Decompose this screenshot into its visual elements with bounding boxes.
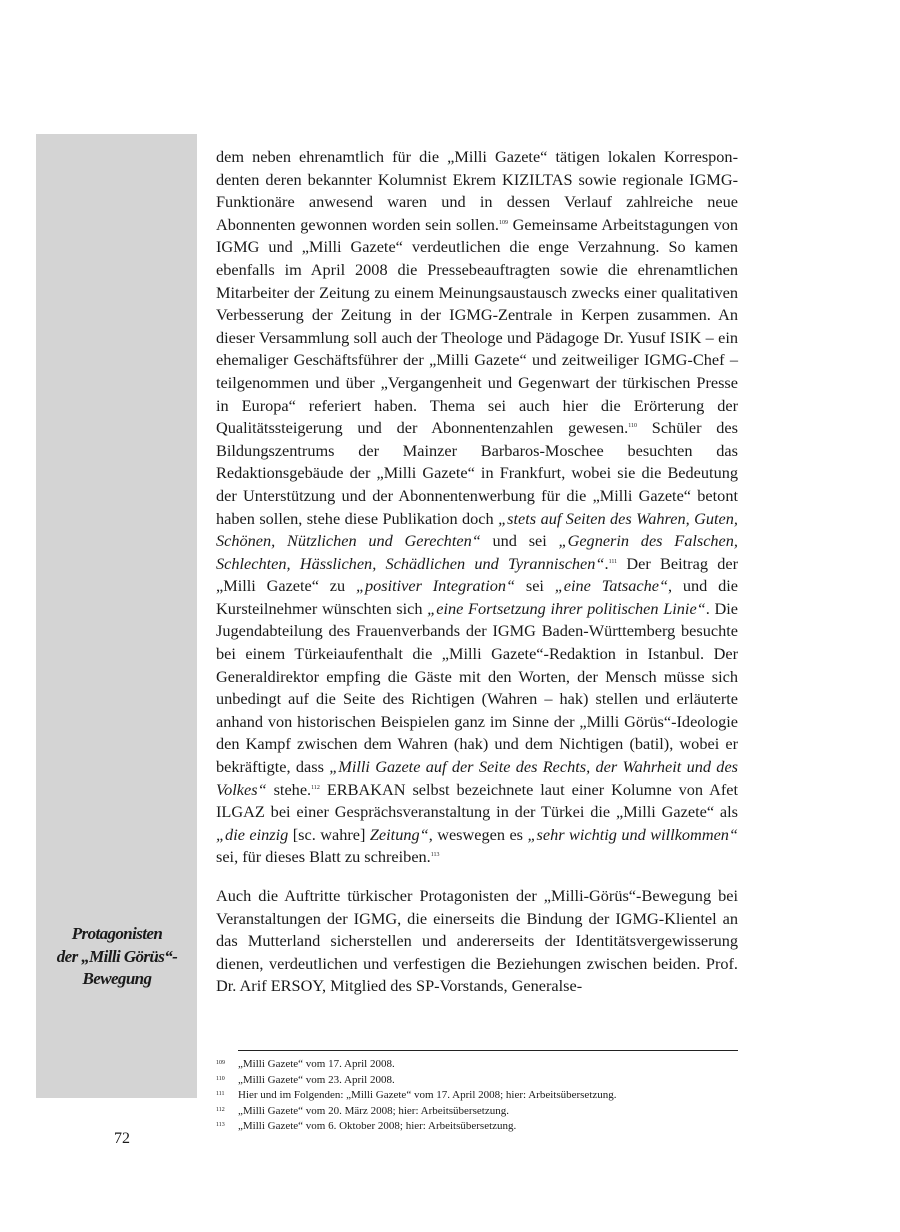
footnote-number: 111 <box>216 1091 225 1097</box>
text-run: Der Beitrag der „Milli Gazete“ zu <box>216 553 738 596</box>
quote: „Milli Gazete auf der Seite des Rechts, der Wahrheit und des Volkes“ <box>216 757 739 799</box>
paragraph-1 <box>216 146 738 869</box>
quote: „stets auf Seiten des Wahren, Guten, Schönen, Nützlichen und Gerechten“ <box>216 508 738 551</box>
footnote-item <box>216 1119 738 1135</box>
footnote-text: „Milli Gazete“ vom 17. April 2008. <box>238 1058 395 1070</box>
quote: „eine Tatsache“ <box>554 576 669 596</box>
text-run: ERBAKAN selbst bezeichnete laut einer Kolumne von Afet ILGAZ bei einer Gesprächsveranstaltung in der Türkei die „Milli Gazete“ als <box>216 779 739 822</box>
text-run: [sc. wahre] <box>288 824 370 844</box>
body-text <box>216 146 738 998</box>
text-run: sei, für dieses Blatt zu schreiben. <box>216 847 431 867</box>
text-run: . Die Jugendabteilung des Frauenverbands der IGMG Baden-Württemberg besuchte bei einem Türkeiaufenthalt die „Milli Gazete“-Redaktion in Istanbul. Der Generaldirektor empfing die Gäste mit den Worten, der Mensch müsse sich unbedingt auf die Seite des Richtigen (Wahren – hak) stellen und erläuterte anhand von historischen Beispielen ganz im Sinne der „Milli Görüs“-Ideologie den Kampf zwischen dem Wahren (hak) und dem Nichtigen (batil), wobei er bekräftigte, dass <box>216 598 739 777</box>
footnote-number: 110 <box>216 1075 225 1082</box>
footnote-number: 112 <box>216 1106 225 1113</box>
margin-heading-line-3: Bewegung <box>82 969 152 988</box>
footnote-number: 109 <box>216 1060 225 1066</box>
quote: „die einzig <box>216 824 289 844</box>
footnote-ref-110: 110 <box>628 423 637 430</box>
quote: „positiver Integration“ <box>355 576 516 596</box>
footnote-text: „Milli Gazete“ vom 6. Oktober 2008; hier: Arbeitsübersetzung. <box>238 1120 517 1132</box>
footnote-text: „Milli Gazete“ vom 23. April 2008. <box>238 1073 395 1086</box>
margin-heading-line-1: Protagonisten <box>71 924 163 943</box>
text-run: Schüler des Bildungszentrums der Mainzer Barbaros-Moschee besuchten das Redaktionsgebäude der „Milli Gazete“ in Frankfurt, wobei sie die Bedeutung der Unterstützung und der Abonnentenwerbung für die „Milli Gazete“ betont haben sollen, stehe diese Publikation doch <box>216 418 738 528</box>
footnote-item <box>216 1088 738 1104</box>
text-run: , und die Kursteilnehmer wünschten sich <box>216 576 738 618</box>
footnote-ref-112: 112 <box>311 784 320 791</box>
text-run: Gemeinsame Arbeitstagungen von IGMG und „Milli Gazete“ verdeutlichen die enge Verzahnung. So kamen ebenfalls im April 2008 die Pressebeauftragten sowie die ehrenamtlichen Mitarbeiter der Zeitung zu einem Meinungsaustausch zwecks einer qualitativen Verbesserung der Zeitung in der IGMG-Zentrale in Kerpen zusammen. An dieser Versammlung soll auch der Theologe und Pädagoge Dr. Yusuf ISIK – ein ehemaliger Geschäftsführer der „Milli Gazete“ und zeitweiliger IGMG-Chef – teilgenommen und über „Vergangenheit und Gegenwart der türkischen Presse in Europa“ referiert haben. Thema sei auch hier die Erörterung der Qualitätssteigerung und der Abonnentenzahlen gewesen. <box>216 214 738 438</box>
quote: „eine Fortsetzung ihrer politischen Linie“ <box>427 598 706 618</box>
margin-heading-line-2: der „Milli Görüs“- <box>56 946 178 966</box>
footnote-number: 113 <box>216 1122 225 1128</box>
quote: „sehr wichtig und willkommen“ <box>527 824 738 844</box>
page-number: 72 <box>114 1130 130 1147</box>
margin-heading <box>44 923 190 991</box>
quote: Zeitung“ <box>369 824 429 844</box>
text-run: sei <box>515 576 555 596</box>
text-run: dem neben ehrenamtlich für die „Milli Gazete“ tätigen lokalen Korrespondenten deren bekannter Kolumnist Ekrem KIZILTAS sowie regionale IGMG-Funktionäre anwesend waren und in dessen Verlauf zahlreiche neue Abonnenten gewonnen worden sein sollen. <box>216 147 738 234</box>
text-run: . <box>604 553 609 573</box>
footnote-item <box>216 1057 738 1073</box>
footnote-ref-109: 109 <box>499 219 508 226</box>
footnote-item <box>216 1073 738 1089</box>
paragraph-2: Auch die Auftritte türkischer Protagonisten der „Milli-Görüs“-Bewegung bei Veranstaltungen der IGMG, die einerseits die Bindung der IGMG-Klientel an das Mutterland sicherstellen und andererseits der Identitätsvergewisserung dienen, verdeutlichen und verfestigen die Beziehungen zwischen beiden. Prof. Dr. Arif ERSOY, Mitglied des SP-Vorstands, Generalse- <box>216 886 738 996</box>
footnote-ref-113: 113 <box>430 852 440 859</box>
footnote-item <box>216 1104 738 1120</box>
footnote-ref-111: 111 <box>608 558 618 565</box>
footnotes <box>216 1057 738 1135</box>
footnote-divider <box>238 1050 738 1051</box>
quote: „Gegnerin des Falschen, Schlechten, Hässlichen, Schädlichen und Tyrannischen“ <box>216 531 738 573</box>
text-run: und sei <box>480 531 559 551</box>
text-run: , weswegen es <box>428 824 528 844</box>
text-run: stehe. <box>266 779 312 799</box>
footnote-text: Hier und im Folgenden: „Milli Gazete“ vom 17. April 2008; hier: Arbeitsübersetzung. <box>238 1089 617 1101</box>
footnote-text: „Milli Gazete“ vom 20. März 2008; hier: Arbeitsübersetzung. <box>238 1104 509 1117</box>
